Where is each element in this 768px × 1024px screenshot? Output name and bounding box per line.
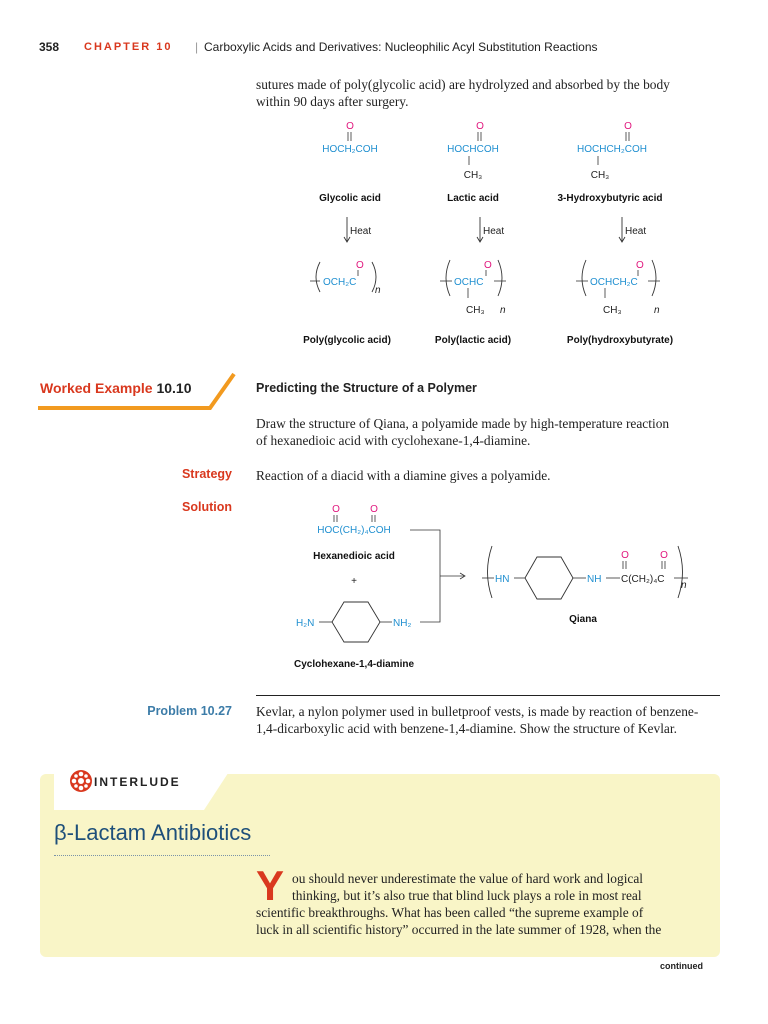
page-number: 358 xyxy=(39,40,60,54)
heat-label: Heat xyxy=(483,226,505,237)
solution-label: Solution xyxy=(182,500,232,514)
poly-lactic-repeat: OCHC xyxy=(454,277,484,288)
question-line: Draw the structure of Qiana, a polyamide made by high-temperature reaction xyxy=(256,416,670,431)
interlude-para-top xyxy=(292,870,722,904)
poly-hydroxybutyrate-name: Poly(hydroxybutyrate) xyxy=(566,335,674,346)
n-label: n xyxy=(654,305,660,316)
svg-text:O: O xyxy=(332,504,340,515)
interlude-label: INTERLUDE xyxy=(94,775,181,789)
ch3-label: CH₃ xyxy=(590,170,610,181)
poly-glycolic-name: Poly(glycolic acid) xyxy=(303,335,391,346)
cyclohexane-ring xyxy=(332,602,380,642)
hydroxybutyric-name: 3-Hydroxybutyric acid xyxy=(557,193,663,204)
n-label: n xyxy=(375,285,381,296)
heat-label: Heat xyxy=(350,226,372,237)
strategy-label: Strategy xyxy=(181,467,232,481)
header-separator: | xyxy=(195,40,199,54)
lactic-name: Lactic acid xyxy=(447,193,499,204)
interlude-icon xyxy=(70,770,92,792)
interlude-title: β-Lactam Antibiotics xyxy=(54,820,252,845)
poly-glycolic-repeat: OCH₂C xyxy=(323,277,357,288)
interlude-line: scientific breakthroughs. What has been called “the supreme example of xyxy=(256,905,644,920)
plus-sign: + xyxy=(351,576,357,587)
strategy-text: Reaction of a diacid with a diamine gives a polyamide. xyxy=(256,468,551,483)
qiana-hn: HN xyxy=(495,574,510,585)
intro-line: within 90 days after surgery. xyxy=(256,94,409,109)
problem-text xyxy=(256,703,726,737)
title-underline xyxy=(54,855,270,856)
qiana-ring xyxy=(525,557,573,599)
n-label: n xyxy=(500,305,506,316)
glycolic-name: Glycolic acid xyxy=(319,193,381,204)
lactic-formula: HOCHCOH xyxy=(447,144,499,155)
hexanedioic-formula: HOC(CH₂)₄COH xyxy=(317,525,391,536)
polymer-diagram xyxy=(290,115,710,355)
svg-text:O: O xyxy=(621,550,629,561)
oxygen-label: O xyxy=(636,260,644,271)
ch3-label: CH₃ xyxy=(463,170,483,181)
continued-label: continued xyxy=(660,961,703,971)
problem-line: Kevlar, a nylon polymer used in bulletproof vests, is made by reaction of benzene- xyxy=(256,704,699,719)
solution-diagram xyxy=(280,498,710,673)
oxygen-label: O xyxy=(346,121,354,132)
drop-cap: Y xyxy=(256,862,285,909)
worked-example-text: Worked Example xyxy=(40,380,153,396)
poly-hydroxybutyrate-repeat: OCHCH₂C xyxy=(590,277,638,288)
hydroxybutyric-formula: HOCHCH₂COH xyxy=(577,144,647,155)
chapter-title: Carboxylic Acids and Derivatives: Nucleophilic Acyl Substitution Reactions xyxy=(204,40,598,54)
problem-rule xyxy=(256,695,720,696)
interlude-tab xyxy=(54,764,234,810)
worked-example-number: 10.10 xyxy=(156,380,192,396)
worked-example-rule xyxy=(38,372,238,412)
oxygen-label: O xyxy=(624,121,632,132)
svg-text:O: O xyxy=(370,504,378,515)
oxygen-label: O xyxy=(476,121,484,132)
diamine-name: Cyclohexane-1,4-diamine xyxy=(293,659,415,670)
ch3-label: CH₃ xyxy=(466,305,485,316)
n-label: n xyxy=(681,580,687,591)
problem-label: Problem 10.27 xyxy=(147,704,232,718)
glycolic-formula: HOCH₂COH xyxy=(322,144,378,155)
question-line: of hexanedioic acid with cyclohexane-1,4-diamine. xyxy=(256,433,531,448)
interlude-line: luck in all scientific history” occurred in the late summer of 1928, when the xyxy=(256,922,662,937)
worked-example-title: Predicting the Structure of a Polymer xyxy=(256,381,477,395)
amine-left: H₂N xyxy=(296,618,315,629)
chapter-label: CHAPTER 10 xyxy=(84,41,173,53)
poly-lactic-name: Poly(lactic acid) xyxy=(434,335,512,346)
worked-example-question xyxy=(256,415,726,449)
interlude-para-bottom xyxy=(256,904,726,938)
qiana-chain: C(CH₂)₄C xyxy=(621,574,665,585)
svg-text:O: O xyxy=(660,550,668,561)
qiana-name: Qiana xyxy=(569,614,597,625)
amine-right: NH₂ xyxy=(393,618,412,629)
intro-line: sutures made of poly(glycolic acid) are hydrolyzed and absorbed by the body xyxy=(256,77,670,92)
intro-paragraph xyxy=(256,76,726,110)
ch3-label: CH₃ xyxy=(603,305,622,316)
qiana-nh: NH xyxy=(587,574,602,585)
problem-line: 1,4-dicarboxylic acid with benzene-1,4-diamine. Show the structure of Kevlar. xyxy=(256,721,677,736)
oxygen-label: O xyxy=(484,260,492,271)
oxygen-label: O xyxy=(356,260,364,271)
interlude-line: ou should never underestimate the value of hard work and logical xyxy=(292,871,644,886)
heat-label: Heat xyxy=(625,226,647,237)
interlude-line: thinking, but it’s also true that blind luck plays a role in most real xyxy=(292,888,642,903)
hexanedioic-name: Hexanedioic acid xyxy=(313,551,395,562)
